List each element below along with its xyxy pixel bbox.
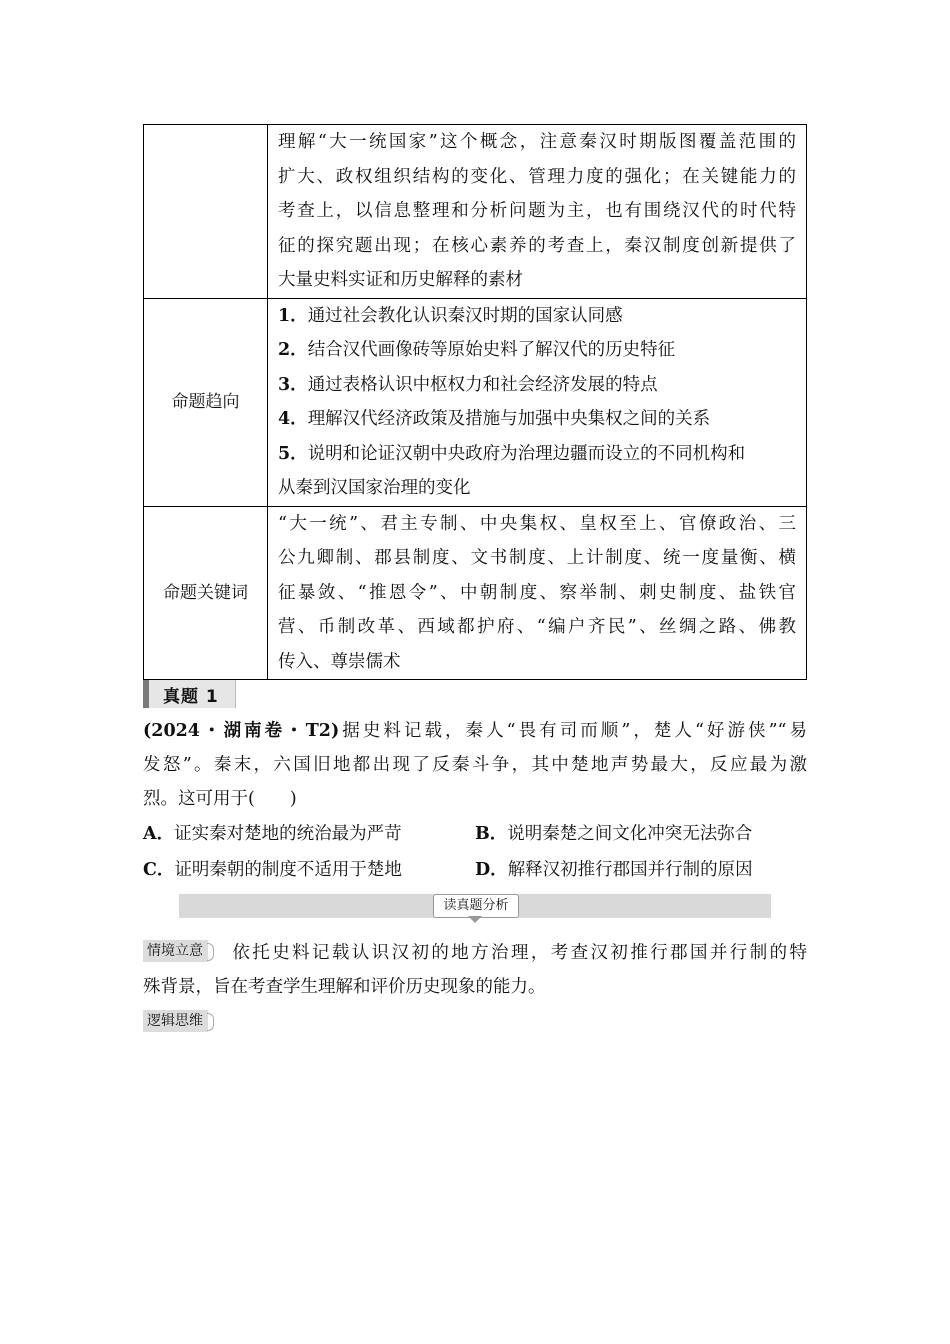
item-number: 1．	[278, 305, 308, 326]
answer-options	[143, 816, 807, 888]
list-item	[278, 402, 796, 437]
text-line: 理解“大一统国家”这个概念，注意秦汉时期版图覆盖范围的	[278, 132, 796, 152]
text-line: 营、币制改革、西域都护府、“编户齐民”、丝绸之路、佛教	[278, 617, 796, 637]
item-number: 3．	[278, 374, 308, 395]
row-content	[268, 298, 807, 506]
option-b[interactable]	[475, 816, 807, 852]
item-text: 理解汉代经济政策及措施与加强中央集权之间的关系	[307, 409, 711, 429]
option-d[interactable]	[475, 852, 807, 888]
option-text: 证实秦对楚地的统治最为严苛	[174, 824, 402, 844]
option-row	[143, 816, 807, 852]
text-line: 考查上，以信息整理和分析问题为主，也有围绕汉代的时代特	[278, 201, 796, 221]
document-page	[143, 124, 807, 1040]
option-text: 证明秦朝的制度不适用于楚地	[174, 860, 402, 880]
option-row	[143, 852, 807, 888]
option-a[interactable]	[143, 816, 475, 852]
option-c[interactable]	[143, 852, 475, 888]
table-row	[144, 506, 807, 680]
row-content	[268, 125, 807, 299]
text-line: 传入、尊崇儒术	[278, 651, 401, 672]
text-line	[143, 936, 807, 970]
question-tag-label: 真题 1	[163, 687, 219, 707]
list-item	[278, 333, 796, 368]
question-stem	[143, 714, 807, 816]
question-text: 据史料记载，秦人“畏有司而顺”，楚人“好游侠”“易	[339, 721, 808, 741]
row-label	[144, 125, 268, 299]
list-item	[278, 437, 796, 472]
row-label: 命题关键词	[144, 506, 268, 680]
item-number: 5．	[278, 443, 308, 464]
list-item	[278, 368, 796, 403]
text-line: 发怒”。秦末，六国旧地都出现了反秦斗争，其中楚地声势最大，反应最为激	[143, 755, 807, 775]
logic-tag: 逻辑思维	[143, 1010, 208, 1032]
option-letter: D．	[475, 860, 508, 880]
situation-text: 依托史料记载认识汉初的地方治理，考查汉初推行郡国并行制的特	[230, 943, 807, 963]
text-line: 扩大、政权组织结构的变化、管理力度的强化；在关键能力的	[278, 166, 796, 187]
list-item-continuation: 从秦到汉国家治理的变化	[278, 478, 471, 498]
analysis-banner-label: 读真题分析	[433, 894, 519, 918]
text-line: 烈。这可用于( )	[143, 789, 297, 809]
situation-section	[143, 936, 807, 1004]
text-line: 殊背景，旨在考查学生理解和评价历史现象的能力。	[143, 977, 546, 997]
list-item	[278, 299, 796, 334]
tag-bar	[143, 680, 149, 708]
item-number: 2．	[278, 340, 308, 360]
banner-notch	[468, 916, 482, 923]
text-line: 大量史料实证和历史解释的素材	[278, 270, 523, 290]
text-line: 征的探究题出现；在核心素养的考查上，秦汉制度创新提供了	[278, 235, 796, 256]
item-text: 结合汉代画像砖等原始史料了解汉代的历史特征	[307, 340, 676, 360]
analysis-banner	[179, 894, 771, 918]
option-letter: B．	[475, 824, 508, 844]
question-source: (2024・湖南卷・T2)	[143, 721, 340, 741]
table-row	[144, 125, 807, 299]
row-content	[268, 506, 807, 680]
row-label: 命题趋向	[144, 298, 268, 506]
question-tag-wrap	[143, 680, 807, 710]
text-line: 公九卿制、郡县制度、文书制度、上计制度、统一度量衡、横	[278, 548, 796, 568]
text-line	[143, 714, 807, 748]
option-letter: A．	[143, 824, 175, 844]
situation-tag: 情境立意	[143, 940, 208, 962]
question-tag	[143, 680, 236, 708]
text-line: 征暴敛、“推恩令”、中朝制度、察举制、刺史制度、盐铁官	[278, 582, 796, 603]
item-text: 说明和论证汉朝中央政府为治理边疆而设立的不同机构和	[307, 443, 746, 464]
logic-section	[143, 1006, 807, 1040]
option-text: 解释汉初推行郡国并行制的原因	[507, 860, 753, 880]
item-number: 4．	[278, 409, 308, 429]
item-text: 通过社会教化认识秦汉时期的国家认同感	[307, 305, 623, 326]
option-letter: C．	[143, 860, 175, 880]
text-line: “大一统”、君主专制、中央集权、皇权至上、官僚政治、三	[278, 513, 796, 534]
option-text: 说明秦楚之间文化冲突无法弥合	[507, 824, 753, 844]
exam-outline-table	[143, 124, 807, 680]
item-text: 通过表格认识中枢权力和社会经济发展的特点	[307, 374, 658, 395]
table-row	[144, 298, 807, 506]
